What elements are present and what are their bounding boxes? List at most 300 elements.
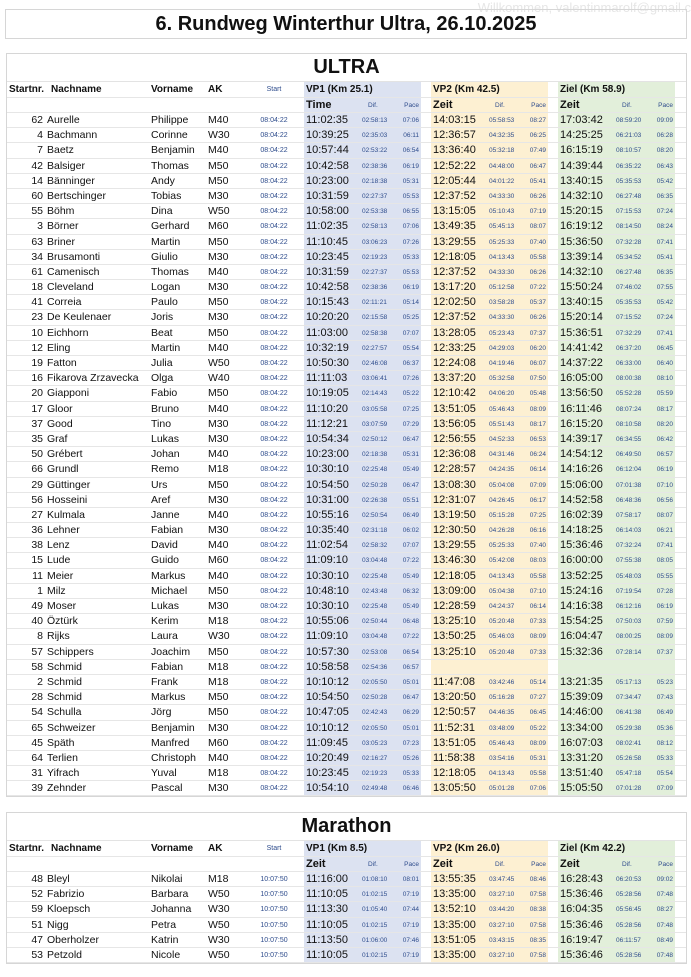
cell-ziel-dif: 08:59:20	[616, 117, 642, 124]
cell-vp1-dif: 02:18:38	[362, 451, 388, 459]
cell-nachname: Eling	[47, 341, 71, 354]
cell-startnr: 53	[31, 948, 43, 961]
cell-startnr: 27	[31, 508, 43, 521]
cell-start: 08:04:22	[260, 435, 288, 443]
cell-ak: M18	[208, 463, 229, 476]
cell-vp2-dif: 03:47:45	[489, 876, 515, 883]
cell-ziel-dif: 06:35:22	[616, 162, 642, 170]
cell-nachname: Camenisch	[47, 265, 100, 278]
cell-vp2-time: 12:30:50	[433, 524, 476, 537]
cell-ziel-pace: 09:09	[656, 117, 673, 124]
cell-vp2-dif: 05:51:43	[489, 420, 515, 428]
cell-vp1-time: 10:32:19	[306, 341, 349, 354]
cell-vp1-dif: 01:02:15	[362, 891, 388, 899]
cell-nachname: Bleyl	[47, 873, 70, 885]
cell-vp2-pace: 06:14	[529, 603, 546, 610]
cell-nachname: Schulla	[47, 706, 82, 719]
cell-ak: M30	[208, 189, 229, 202]
cell-vp2-dif	[489, 660, 523, 674]
cell-ziel-pace: 05:42	[656, 177, 673, 185]
cell-vorname: Dina	[151, 205, 173, 218]
cell-vp2-dif: 04:33:30	[489, 314, 515, 322]
cell-vp1-time: 10:57:30	[306, 645, 349, 658]
cell-vp1-pace: 06:47	[402, 435, 419, 443]
table-row	[7, 462, 686, 477]
cell-ziel-time: 13:51:40	[560, 767, 603, 780]
cell-ak: M60	[208, 736, 229, 749]
cell-ak: M40	[208, 751, 229, 764]
table-row	[7, 386, 686, 401]
cell-ziel-time: 13:34:00	[560, 721, 603, 734]
cell-vp2-dif: 04:19:46	[489, 360, 515, 367]
cell-ziel-time: 14:46:00	[560, 706, 603, 719]
cell-ak: M50	[208, 159, 229, 172]
table-row	[7, 614, 686, 629]
cell-vp1-time: 11:03:00	[306, 326, 349, 339]
cell-ziel-pace: 06:56	[656, 496, 673, 504]
cell-vp1-time: 10:23:45	[306, 767, 349, 780]
cell-vp1-time: 10:30:10	[306, 463, 349, 476]
cell-vorname: Barbara	[151, 888, 189, 901]
cell-vp1-pace: 07:07	[402, 329, 419, 337]
cell-vp1-pace: 05:49	[402, 572, 419, 580]
cell-nachname: Böhm	[47, 205, 75, 218]
cell-vp1-dif: 03:04:48	[362, 557, 388, 565]
cell-vorname: Johanna	[151, 903, 192, 916]
cell-startnr: 37	[31, 417, 43, 430]
cell-startnr: 34	[31, 250, 43, 263]
cell-startnr: 19	[31, 357, 43, 369]
cell-ziel-time: 16:19:12	[560, 220, 603, 233]
cell-vp2-pace: 07:37	[529, 329, 546, 337]
cell-ziel-time: 13:52:25	[560, 569, 603, 582]
cell-vorname: Christoph	[151, 751, 196, 764]
cell-ziel-time: 15:05:50	[560, 782, 603, 795]
cell-startnr: 16	[31, 372, 43, 385]
cell-ak: W50	[208, 357, 230, 369]
cell-startnr: 39	[31, 782, 43, 795]
cell-vp1-pace: 05:26	[402, 754, 419, 762]
cell-vp1-pace: 05:01	[402, 724, 419, 732]
cell-vp2-pace: 06:07	[529, 360, 546, 367]
cell-vp1-dif: 02:25:48	[362, 603, 388, 610]
cell-vp2-pace: 06:16	[529, 527, 546, 535]
cell-nachname: Schmid	[47, 660, 83, 673]
table-row	[7, 250, 686, 265]
cell-vp2-dif: 04:52:33	[489, 435, 515, 443]
cell-nachname: Briner	[47, 235, 76, 248]
cell-vp2-pace: 07:58	[529, 951, 546, 959]
table-row	[7, 887, 686, 902]
col-vp1: VP1 (Km 25.1)	[306, 84, 373, 95]
cell-vp1-time: 10:57:44	[306, 144, 349, 157]
cell-vp1-dif: 01:06:00	[362, 936, 388, 944]
cell-nachname: Milz	[47, 584, 66, 597]
cell-vp1-time: 10:54:50	[306, 691, 349, 704]
cell-start: 08:04:22	[260, 117, 288, 124]
cell-vorname: Laura	[151, 630, 178, 643]
cell-ziel-time: 14:41:42	[560, 341, 603, 354]
cell-vp2-dif: 04:01:22	[489, 177, 515, 185]
cell-vp1-pace: 07:46	[402, 936, 419, 944]
cell-ziel-pace: 08:20	[656, 420, 673, 428]
table-row	[7, 417, 686, 432]
cell-start: 08:04:22	[260, 360, 288, 367]
cell-ak: M30	[208, 281, 229, 294]
vp1-pace-label: Pace	[404, 102, 419, 109]
cell-vorname: Michael	[151, 584, 188, 597]
table-row	[7, 219, 686, 234]
cell-nachname: Brusamonti	[47, 250, 101, 263]
table-row	[7, 721, 686, 736]
cell-ak: M50	[208, 326, 229, 339]
cell-vorname: Janne	[151, 508, 180, 521]
col-vp2: VP2 (Km 26.0)	[433, 843, 500, 854]
cell-startnr: 48	[31, 873, 43, 885]
cell-startnr: 51	[31, 918, 43, 931]
ziel-pace-label: Pace	[658, 102, 673, 109]
table-row	[7, 675, 686, 690]
cell-vp1-pace: 06:47	[402, 481, 419, 489]
cell-startnr: 56	[31, 493, 43, 506]
cell-nachname: Good	[47, 417, 73, 430]
cell-startnr: 65	[31, 721, 43, 734]
cell-start: 08:04:22	[260, 147, 288, 155]
table-row	[7, 235, 686, 250]
cell-ziel-pace: 07:24	[656, 314, 673, 322]
cell-ziel-dif: 06:41:38	[616, 709, 642, 717]
cell-start: 08:04:22	[260, 694, 288, 702]
cell-nachname: Lehner	[47, 524, 80, 537]
cell-ziel-pace: 06:28	[656, 132, 673, 140]
cell-vp1-pace: 07:06	[402, 223, 419, 231]
cell-start: 08:04:22	[260, 739, 288, 747]
cell-startnr: 50	[31, 448, 43, 461]
cell-ak: M50	[208, 296, 229, 309]
cell-vp1-pace: 07:22	[402, 633, 419, 641]
cell-ziel-pace: 07:28	[656, 587, 673, 595]
cell-ziel-time: 15:36:51	[560, 326, 603, 339]
cell-startnr: 29	[31, 478, 43, 491]
cell-ziel-time: 15:36:50	[560, 235, 603, 248]
table-row	[7, 599, 686, 614]
col-nachname: Nachname	[51, 84, 102, 95]
cell-ziel-pace	[650, 660, 673, 674]
cell-ziel-pace: 08:07	[656, 511, 673, 519]
cell-vp1-time: 11:10:05	[306, 918, 349, 931]
cell-vp1-pace: 05:54	[402, 344, 419, 352]
cell-vp2-pace: 05:31	[529, 754, 546, 762]
cell-vp2-pace: 05:37	[529, 299, 546, 307]
cell-ziel-dif: 07:32:28	[616, 238, 642, 246]
cell-start: 08:04:22	[260, 299, 288, 307]
vp1-dif-label: Dif.	[368, 102, 378, 109]
cell-ziel-pace: 06:35	[656, 268, 673, 276]
cell-vorname: Markus	[151, 691, 186, 704]
cell-vp1-time: 10:55:16	[306, 508, 349, 521]
cell-vp2-time: 13:25:10	[433, 645, 476, 658]
cell-ziel-pace: 06:19	[656, 603, 673, 610]
cell-vp1-pace: 06:47	[402, 694, 419, 702]
cell-vp2-time: 13:08:30	[433, 478, 476, 491]
cell-vp1-time: 11:10:05	[306, 948, 349, 961]
header-row	[7, 82, 686, 98]
cell-start: 10:07:50	[260, 891, 288, 899]
cell-startnr: 31	[31, 767, 43, 780]
cell-nachname: Hosseini	[47, 493, 88, 506]
cell-start: 10:07:50	[260, 921, 288, 929]
cell-ziel-time: 13:56:50	[560, 387, 603, 400]
table-row	[7, 660, 686, 675]
cell-vp1-dif: 01:08:10	[362, 876, 388, 883]
cell-ziel-pace: 08:20	[656, 147, 673, 155]
cell-vorname: Katrin	[151, 933, 179, 946]
cell-ziel-pace: 07:48	[656, 891, 673, 899]
cell-vp1-dif: 02:19:23	[362, 253, 388, 261]
cell-vp2-pace: 07:22	[529, 284, 546, 292]
cell-vp1-dif: 02:54:36	[362, 663, 388, 671]
table-row	[7, 174, 686, 189]
cell-vp1-dif: 02:11:21	[362, 299, 387, 307]
cell-vp2-pace: 08:07	[529, 223, 546, 231]
cell-ziel-dif: 07:28:14	[616, 648, 642, 656]
cell-ziel-pace: 07:10	[656, 481, 673, 489]
cell-vp2-pace: 07:25	[529, 511, 546, 519]
table-row	[7, 204, 686, 219]
cell-ziel-dif: 06:12:04	[616, 466, 642, 474]
cell-start: 10:07:50	[260, 876, 288, 883]
cell-vorname: Lukas	[151, 432, 180, 445]
cell-nachname: Oberholzer	[47, 933, 99, 946]
cell-ziel-pace: 07:59	[656, 618, 673, 626]
cell-startnr: 4	[37, 129, 43, 142]
col-nachname: Nachname	[51, 843, 102, 854]
table-row	[7, 705, 686, 720]
cell-vp1-pace: 05:25	[402, 314, 419, 322]
cell-start: 08:04:22	[260, 344, 288, 352]
cell-nachname: Bachmann	[47, 129, 98, 142]
cell-ziel-pace: 05:23	[656, 678, 673, 686]
table-row	[7, 493, 686, 508]
table-row	[7, 280, 686, 295]
cell-ziel-dif: 06:11:57	[616, 936, 641, 944]
cell-ziel-time: 14:39:44	[560, 159, 603, 172]
cell-vp2-pace: 06:25	[529, 132, 546, 140]
cell-start: 08:04:22	[260, 496, 288, 504]
cell-ziel-pace: 05:59	[656, 390, 673, 398]
cell-vp2-pace: 05:58	[529, 253, 546, 261]
cell-vp2-pace: 06:17	[529, 496, 546, 504]
cell-vp2-dif: 04:24:37	[489, 603, 515, 610]
cell-nachname: Nigg	[47, 918, 69, 931]
cell-ak: M50	[208, 706, 229, 719]
cell-vp2-dif: 04:13:43	[489, 253, 515, 261]
cell-vp2-pace: 07:33	[529, 618, 546, 626]
cell-vp1-time: 10:55:06	[306, 615, 349, 628]
cell-ziel-dif: 06:48:36	[616, 496, 642, 504]
cell-vorname: Jörg	[151, 706, 172, 719]
cell-vp2-dif: 05:15:28	[489, 511, 515, 519]
cell-vp1-pace: 06:46	[402, 785, 419, 793]
table-row	[7, 569, 686, 584]
cell-vp2-pace: 07:33	[529, 648, 546, 656]
cell-startnr: 20	[31, 387, 43, 400]
col-ziel: Ziel (Km 58.9)	[560, 84, 626, 95]
cell-vp1-dif: 02:49:48	[362, 785, 388, 793]
cell-ziel-pace: 06:35	[656, 192, 673, 200]
cell-vp2-time: 11:58:38	[433, 751, 476, 764]
cell-vp2-time: 13:09:00	[433, 584, 476, 597]
cell-nachname: Schippers	[47, 645, 94, 658]
table-row	[7, 356, 686, 371]
cell-startnr: 7	[37, 144, 43, 157]
cell-vp1-dif: 02:18:38	[362, 177, 388, 185]
ziel-time-label: Zeit	[560, 858, 580, 870]
table-row	[7, 584, 686, 599]
cell-vp1-dif: 02:58:13	[362, 223, 388, 231]
cell-ziel-pace: 07:41	[656, 238, 673, 246]
cell-vp1-time: 10:23:45	[306, 250, 349, 263]
cell-ziel-pace: 06:45	[656, 344, 673, 352]
cell-vp1-pace: 07:25	[402, 405, 419, 413]
cell-vp2-dif: 05:42:08	[489, 557, 515, 565]
cell-vp2-dif: 05:46:43	[489, 405, 515, 413]
cell-ziel-time: 15:24:16	[560, 584, 603, 597]
cell-ziel-dif: 07:01:28	[616, 785, 642, 793]
cell-ziel-dif: 06:12:16	[616, 603, 642, 610]
marathon-section	[6, 812, 687, 964]
cell-vp1-time: 10:42:58	[306, 159, 349, 172]
cell-vp2-dif: 05:16:28	[489, 694, 515, 702]
cell-start: 10:07:50	[260, 951, 288, 959]
cell-ziel-time: 15:50:24	[560, 281, 603, 294]
cell-vp2-dif: 03:48:09	[489, 724, 515, 732]
cell-ziel-dif: 06:14:03	[616, 527, 642, 535]
table-row	[7, 128, 686, 143]
cell-start: 08:04:22	[260, 405, 288, 413]
cell-vp1-time: 11:13:30	[306, 903, 349, 916]
cell-ziel-time: 16:19:47	[560, 933, 603, 946]
cell-vp2-pace: 06:26	[529, 268, 546, 276]
cell-ak: W30	[208, 933, 230, 946]
cell-vp2-pace: 08:03	[529, 557, 546, 565]
cell-ak: M50	[208, 235, 229, 248]
cell-vp2-dif: 05:20:48	[489, 618, 515, 626]
cell-start: 08:04:22	[260, 587, 288, 595]
cell-ak: M40	[208, 539, 229, 552]
cell-vp2-pace: 06:26	[529, 192, 546, 200]
cell-start: 08:04:22	[260, 375, 288, 383]
cell-ziel-pace: 07:09	[656, 785, 673, 793]
cell-vp2-time: 13:50:25	[433, 630, 476, 643]
cell-vp2-time: 13:56:05	[433, 417, 476, 430]
cell-vp2-dif: 04:06:20	[489, 390, 515, 398]
cell-vp1-pace: 07:26	[402, 375, 419, 383]
cell-nachname: Zehnder	[47, 782, 87, 795]
table-row	[7, 766, 686, 781]
cell-vp2-time: 13:20:50	[433, 691, 476, 704]
cell-vp2-time: 12:36:08	[433, 448, 476, 461]
cell-vp1-time: 10:15:43	[306, 296, 349, 309]
cell-vp2-dif: 05:58:53	[489, 117, 515, 124]
cell-vp2-pace: 06:26	[529, 314, 546, 322]
cell-start: 08:04:22	[260, 177, 288, 185]
cell-vp1-dif: 03:06:23	[362, 238, 388, 246]
table-row	[7, 371, 686, 386]
cell-start: 08:04:22	[260, 284, 288, 292]
table-row	[7, 189, 686, 204]
cell-ziel-time: 16:00:00	[560, 554, 603, 567]
cell-ziel-dif: 07:15:53	[616, 208, 642, 216]
cell-vp2-time: 13:25:10	[433, 615, 476, 628]
cell-vp1-time: 10:30:10	[306, 600, 349, 612]
cell-start: 08:04:22	[260, 253, 288, 261]
cell-vp2-pace: 08:17	[529, 420, 546, 428]
cell-vp1-dif: 01:02:15	[362, 921, 388, 929]
cell-start: 08:04:22	[260, 238, 288, 246]
cell-vp1-pace: 06:29	[402, 709, 419, 717]
cell-ziel-dif: 06:27:48	[616, 192, 642, 200]
cell-vp2-time: 12:37:52	[433, 265, 476, 278]
cell-ziel-dif: 05:28:56	[616, 951, 642, 959]
cell-ziel-dif: 08:10:57	[616, 147, 642, 155]
cell-vp1-dif: 02:43:48	[362, 587, 388, 595]
cell-start: 08:04:22	[260, 329, 288, 337]
cell-nachname: Correia	[47, 296, 82, 309]
cell-vorname: Urs	[151, 478, 168, 491]
cell-vp2-dif: 05:04:38	[489, 587, 515, 595]
col-ak: AK	[208, 843, 223, 854]
cell-ziel-pace: 08:24	[656, 223, 673, 231]
cell-vp1-pace: 07:19	[402, 921, 419, 929]
cell-vp2-dif: 05:46:43	[489, 739, 515, 747]
table-row	[7, 751, 686, 766]
cell-start: 08:04:22	[260, 527, 288, 535]
cell-vp1-dif: 02:53:22	[362, 147, 388, 155]
table-row	[7, 553, 686, 568]
cell-ak: M18	[208, 675, 229, 688]
cell-startnr: 55	[31, 205, 43, 218]
cell-ziel-dif: 08:10:58	[616, 420, 642, 428]
cell-vp1-pace: 07:07	[402, 542, 419, 550]
cell-vp2-dif: 04:46:35	[489, 709, 515, 717]
cell-vp2-time: 13:51:05	[433, 933, 476, 946]
cell-nachname: Fikarova Zrzavecka	[47, 372, 139, 385]
cell-ak: M40	[208, 265, 229, 278]
cell-nachname: Späth	[47, 736, 75, 749]
cell-vp2-time: 12:02:50	[433, 296, 476, 309]
cell-ak: M40	[208, 402, 229, 415]
cell-vp2-time: 13:35:00	[433, 918, 476, 931]
vp1-time-label: Time	[306, 99, 332, 111]
cell-vp2-dif: 05:01:28	[489, 785, 515, 793]
cell-ziel-pace: 08:10	[656, 375, 673, 383]
cell-vorname: Nicole	[151, 948, 181, 961]
cell-ziel-dif: 05:17:13	[616, 678, 642, 686]
cell-vp2-pace: 07:49	[529, 147, 546, 155]
ziel-time-label: Zeit	[560, 99, 580, 111]
cell-vp1-time: 11:12:21	[306, 417, 349, 430]
cell-start: 08:04:22	[260, 770, 288, 778]
cell-vp1-pace: 05:53	[402, 268, 419, 276]
cell-vp2-dif: 05:46:03	[489, 633, 515, 641]
cell-start: 08:04:22	[260, 208, 288, 216]
cell-start: 08:04:22	[260, 390, 288, 398]
table-row	[7, 341, 686, 356]
cell-ziel-pace: 08:27	[656, 906, 673, 914]
cell-ziel-dif: 08:02:41	[616, 739, 642, 747]
cell-vp1-time: 10:10:12	[306, 721, 349, 734]
